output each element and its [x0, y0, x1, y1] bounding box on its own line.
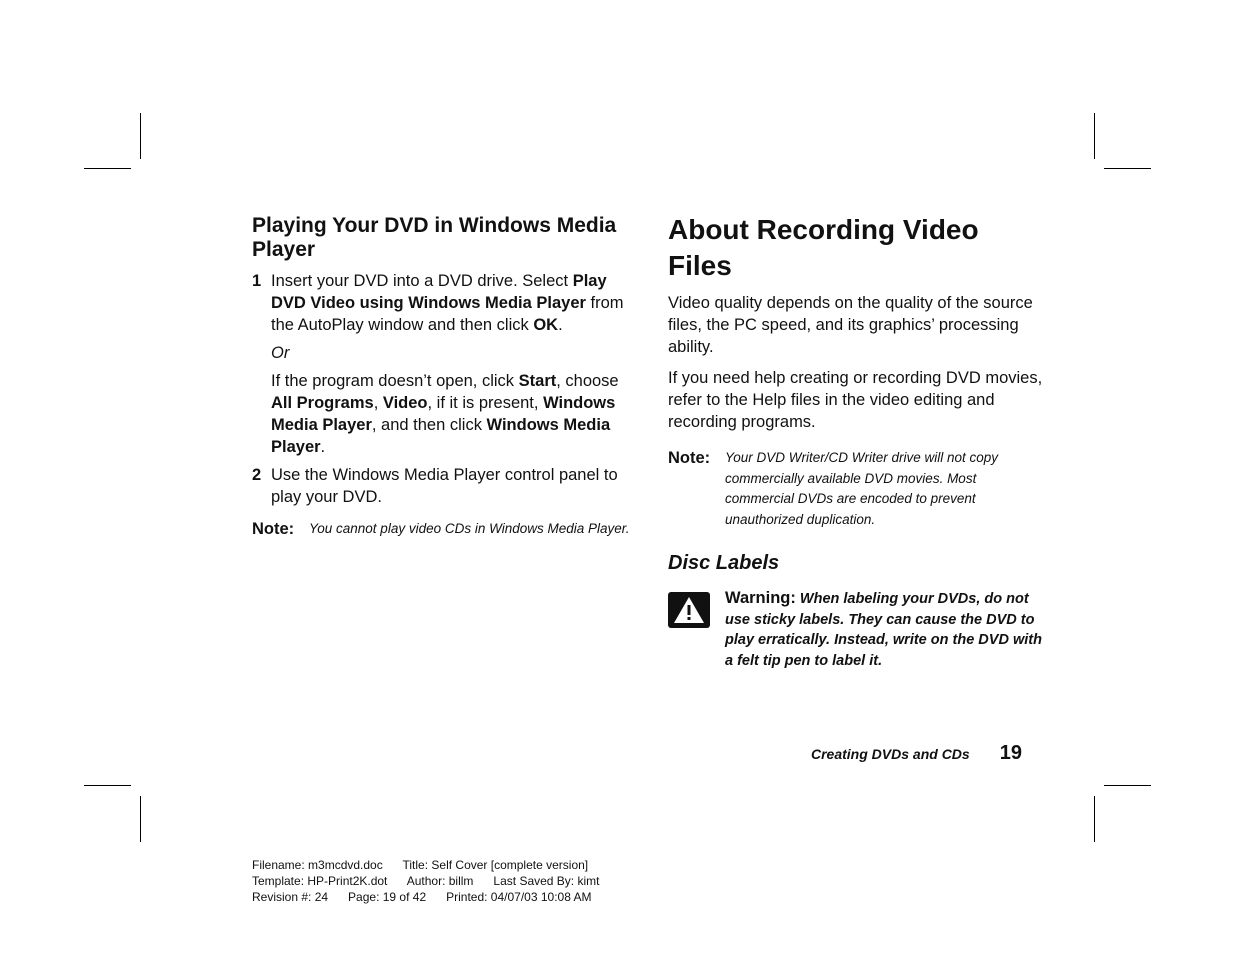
right-column [668, 212, 1048, 671]
note-label: Note: [252, 520, 295, 538]
crop-mark-bottom-right-horizontal [1104, 785, 1151, 786]
text-run: , choose [556, 372, 619, 390]
note-left [252, 518, 632, 540]
step-1-instruction [271, 270, 632, 336]
document-metadata [252, 857, 599, 905]
warning-label: Warning: [725, 589, 796, 607]
text-run: If the program doesn’t open, click [271, 372, 519, 390]
text-run: Insert your DVD into a DVD drive. Select [271, 272, 573, 290]
note-right [668, 447, 1048, 530]
ui-term: Play DVD Video using Windows Media Player [271, 272, 607, 312]
text-run: Or [271, 344, 290, 362]
note-text: You cannot play video CDs in Windows Media Player. [309, 521, 630, 536]
subheading-disc-labels: Disc Labels [668, 552, 780, 574]
metadata-line: Template: HP-Print2K.dot Author: billm Last Saved By: kimt [252, 874, 600, 888]
paragraph-help-files: If you need help creating or recording DVD movies, refer to the Help files in the video editing and recording programs. [668, 369, 1043, 431]
warning-icon [668, 592, 710, 628]
ui-term: Windows Media Player [271, 416, 611, 456]
text-run: , and then click [371, 416, 487, 434]
step-2 [252, 464, 632, 508]
metadata-line: Revision #: 24 Page: 19 of 42 Printed: 04/07/03 10:08 AM [252, 890, 592, 904]
ui-term: OK [533, 316, 559, 334]
crop-mark-bottom-left-horizontal [84, 785, 131, 786]
step-body [271, 270, 632, 458]
warning-text [725, 588, 1048, 671]
warning-block [668, 588, 1048, 671]
step-number: 2 [252, 466, 262, 484]
page-title: About Recording Video Files [668, 214, 979, 281]
section-heading-playing-dvd: Playing Your DVD in Windows Media Player [252, 214, 617, 261]
step-1 [252, 270, 632, 458]
step-body: Use the Windows Media Player control panel to play your DVD. [271, 466, 618, 506]
step-number: 1 [252, 272, 262, 290]
left-column [252, 214, 632, 540]
metadata-line: Filename: m3mcdvd.doc Title: Self Cover [complete version] [252, 858, 589, 872]
text-run: . [320, 438, 326, 456]
ui-term: Start [518, 372, 557, 390]
text-run: , if it is present, [427, 394, 544, 412]
crop-mark-bottom-left-vertical [140, 796, 141, 842]
crop-mark-top-left-vertical [140, 113, 141, 159]
step-1-alternative [271, 370, 632, 458]
footer-section-title: Creating DVDs and CDs [811, 746, 970, 762]
crop-mark-top-left-horizontal [84, 168, 131, 169]
note-label: Note: [668, 449, 711, 467]
page-footer [811, 742, 1022, 765]
ui-term: Video [382, 394, 428, 412]
crop-mark-top-right-vertical [1094, 113, 1095, 159]
paragraph-video-quality: Video quality depends on the quality of the source files, the PC speed, and its graphics’ processing ability. [668, 294, 1033, 356]
ui-term: Windows Media Player [271, 394, 616, 434]
crop-mark-top-right-horizontal [1104, 168, 1151, 169]
ui-term: All Programs [271, 394, 374, 412]
note-text: Your DVD Writer/CD Writer drive will not copy commercially available DVD movies. Most commercial DVDs are encoded to prevent unauthorized duplication. [725, 450, 999, 527]
crop-mark-bottom-right-vertical [1094, 796, 1095, 842]
text-run: from the AutoPlay window and then click [271, 294, 624, 334]
warning-icon-container [668, 588, 725, 671]
warning-message: When labeling your DVDs, do not use sticky labels. They can cause the DVD to play erratically. Instead, write on the DVD with a felt tip pen to label it. [725, 591, 1042, 669]
text-run: . [558, 316, 563, 334]
or-label [271, 342, 632, 364]
text-run: , [373, 394, 383, 412]
page-number: 19 [999, 742, 1022, 764]
